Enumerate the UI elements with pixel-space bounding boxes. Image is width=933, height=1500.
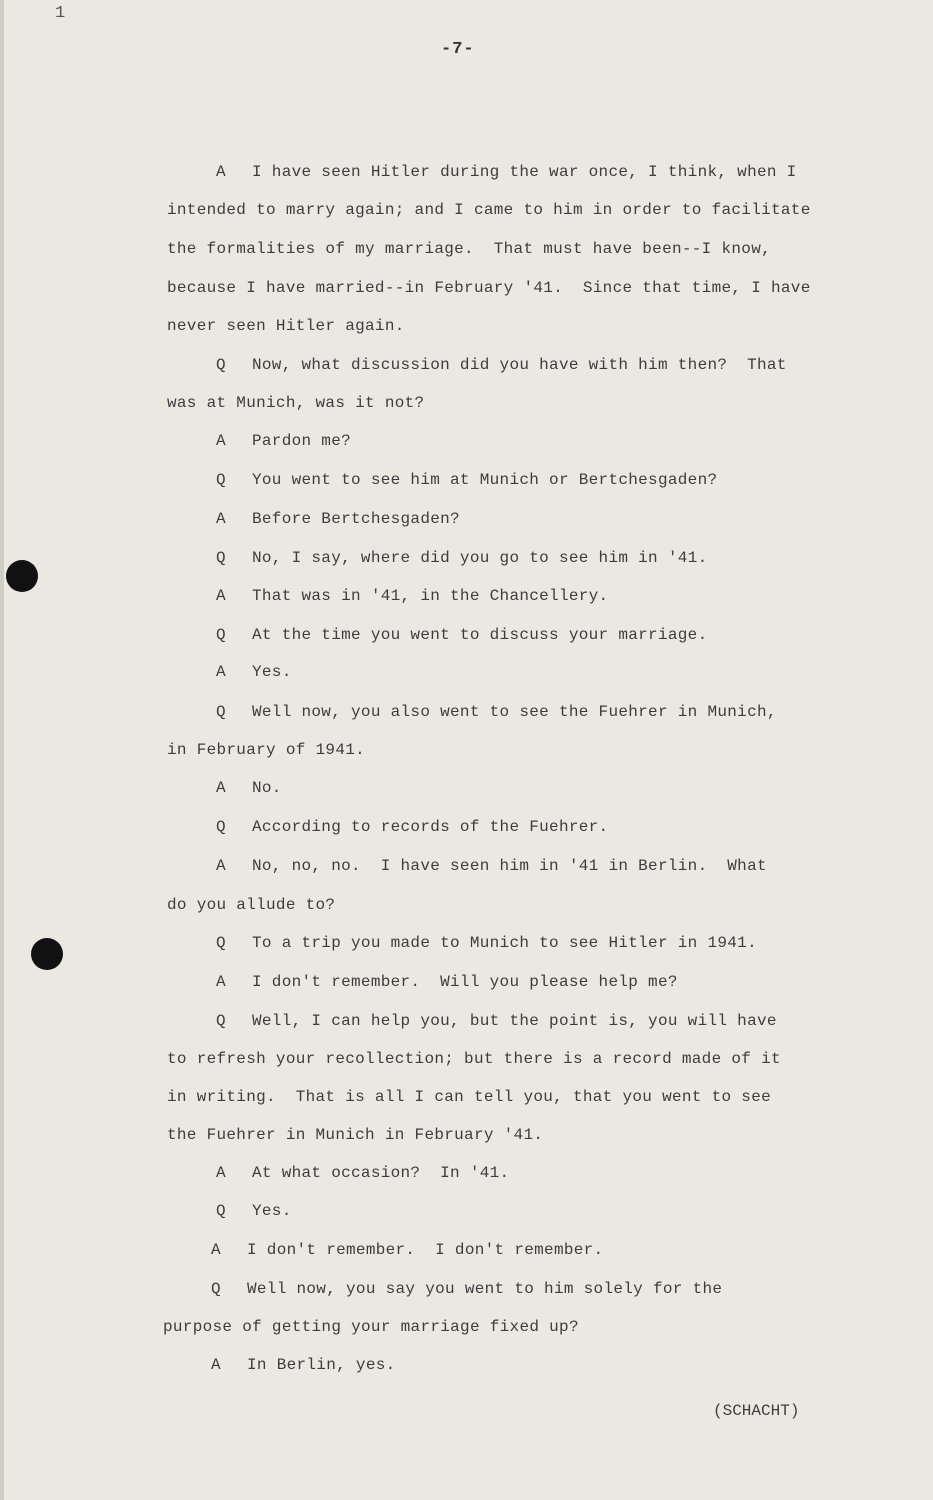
dialog-line — [216, 587, 608, 605]
line-text: I have seen Hitler during the war once, I think, when I — [252, 163, 797, 181]
dialog-line — [216, 663, 292, 681]
line-text: Yes. — [252, 1202, 292, 1220]
speaker-label: Q — [216, 1202, 226, 1220]
speaker-label: Q — [216, 549, 226, 567]
line-text: intended to marry again; and I came to him in order to facilitate — [167, 201, 811, 219]
speaker-label: A — [216, 779, 226, 797]
line-text: You went to see him at Munich or Bertchesgaden? — [252, 471, 718, 489]
dialog-line — [216, 1012, 777, 1030]
dialog-line — [216, 471, 717, 489]
line-text: I don't remember. I don't remember. — [247, 1241, 604, 1259]
speaker-label: A — [216, 510, 226, 528]
speaker-label: A — [211, 1241, 221, 1259]
dialog-line — [216, 549, 707, 567]
dialog-line — [216, 163, 797, 181]
corner-mark: 1 — [55, 4, 66, 23]
line-text: purpose of getting your marriage fixed up? — [163, 1318, 579, 1336]
line-text: To a trip you made to Munich to see Hitler in 1941. — [252, 934, 757, 952]
speaker-label: Q — [216, 626, 226, 644]
continuation-line — [167, 317, 405, 335]
dialog-line — [211, 1280, 722, 1298]
line-text: Yes. — [252, 663, 292, 681]
speaker-label: Q — [216, 934, 226, 952]
line-text: do you allude to? — [167, 896, 336, 914]
line-text: No, no, no. I have seen him in '41 in Berlin. What — [252, 857, 767, 875]
speaker-label: A — [216, 857, 226, 875]
speaker-label: A — [216, 1164, 226, 1182]
line-text: Well now, you say you went to him solely for the — [247, 1280, 723, 1298]
dialog-line — [216, 934, 757, 952]
line-text: I don't remember. Will you please help me? — [252, 973, 678, 991]
speaker-label: Q — [216, 356, 226, 374]
speaker-label: A — [216, 432, 226, 450]
line-text: Before Bertchesgaden? — [252, 510, 460, 528]
line-text: In Berlin, yes. — [247, 1356, 396, 1374]
dialog-line — [216, 356, 787, 374]
line-text: Well now, you also went to see the Fuehrer in Munich, — [252, 703, 777, 721]
continuation-line — [163, 1318, 579, 1336]
footer-witness-name: (SCHACHT) — [713, 1402, 800, 1420]
speaker-label: A — [216, 973, 226, 991]
line-text: According to records of the Fuehrer. — [252, 818, 609, 836]
dialog-line — [216, 1202, 292, 1220]
continuation-line — [167, 1050, 781, 1068]
speaker-label: Q — [211, 1280, 221, 1298]
punch-hole-icon — [31, 938, 63, 970]
continuation-line — [167, 394, 424, 412]
speaker-label: A — [216, 587, 226, 605]
line-text: Pardon me? — [252, 432, 352, 450]
continuation-line — [167, 896, 335, 914]
line-text: never seen Hitler again. — [167, 317, 405, 335]
line-text: That was in '41, in the Chancellery. — [252, 587, 609, 605]
dialog-line — [216, 779, 282, 797]
continuation-line — [167, 1088, 771, 1106]
speaker-label: Q — [216, 818, 226, 836]
page-number: -7- — [441, 40, 475, 59]
line-text: At what occasion? In '41. — [252, 1164, 510, 1182]
line-text: No. — [252, 779, 282, 797]
speaker-label: A — [216, 663, 226, 681]
speaker-label: A — [211, 1356, 221, 1374]
line-text: in writing. That is all I can tell you, that you went to see — [167, 1088, 771, 1106]
dialog-line — [216, 432, 351, 450]
page-edge — [0, 0, 4, 1500]
dialog-line — [216, 818, 608, 836]
continuation-line — [167, 279, 811, 297]
line-text: No, I say, where did you go to see him in '41. — [252, 549, 708, 567]
continuation-line — [167, 240, 771, 258]
line-text: in February of 1941. — [167, 741, 366, 759]
line-text: At the time you went to discuss your marriage. — [252, 626, 708, 644]
line-text: because I have married--in February '41. Since that time, I have — [167, 279, 811, 297]
speaker-label: Q — [216, 1012, 226, 1030]
dialog-line — [216, 857, 767, 875]
continuation-line — [167, 201, 811, 219]
line-text: Now, what discussion did you have with him then? That — [252, 356, 787, 374]
speaker-label: Q — [216, 471, 226, 489]
line-text: to refresh your recollection; but there is a record made of it — [167, 1050, 781, 1068]
dialog-line — [216, 973, 678, 991]
dialog-line — [211, 1356, 396, 1374]
dialog-line — [211, 1241, 603, 1259]
dialog-line — [216, 626, 707, 644]
speaker-label: Q — [216, 703, 226, 721]
dialog-line — [216, 1164, 509, 1182]
line-text: the formalities of my marriage. That must have been--I know, — [167, 240, 771, 258]
line-text: the Fuehrer in Munich in February '41. — [167, 1126, 544, 1144]
continuation-line — [167, 741, 365, 759]
line-text: was at Munich, was it not? — [167, 394, 425, 412]
line-text: Well, I can help you, but the point is, you will have — [252, 1012, 777, 1030]
dialog-line — [216, 703, 777, 721]
speaker-label: A — [216, 163, 226, 181]
continuation-line — [167, 1126, 543, 1144]
dialog-line — [216, 510, 460, 528]
punch-hole-icon — [6, 560, 38, 592]
